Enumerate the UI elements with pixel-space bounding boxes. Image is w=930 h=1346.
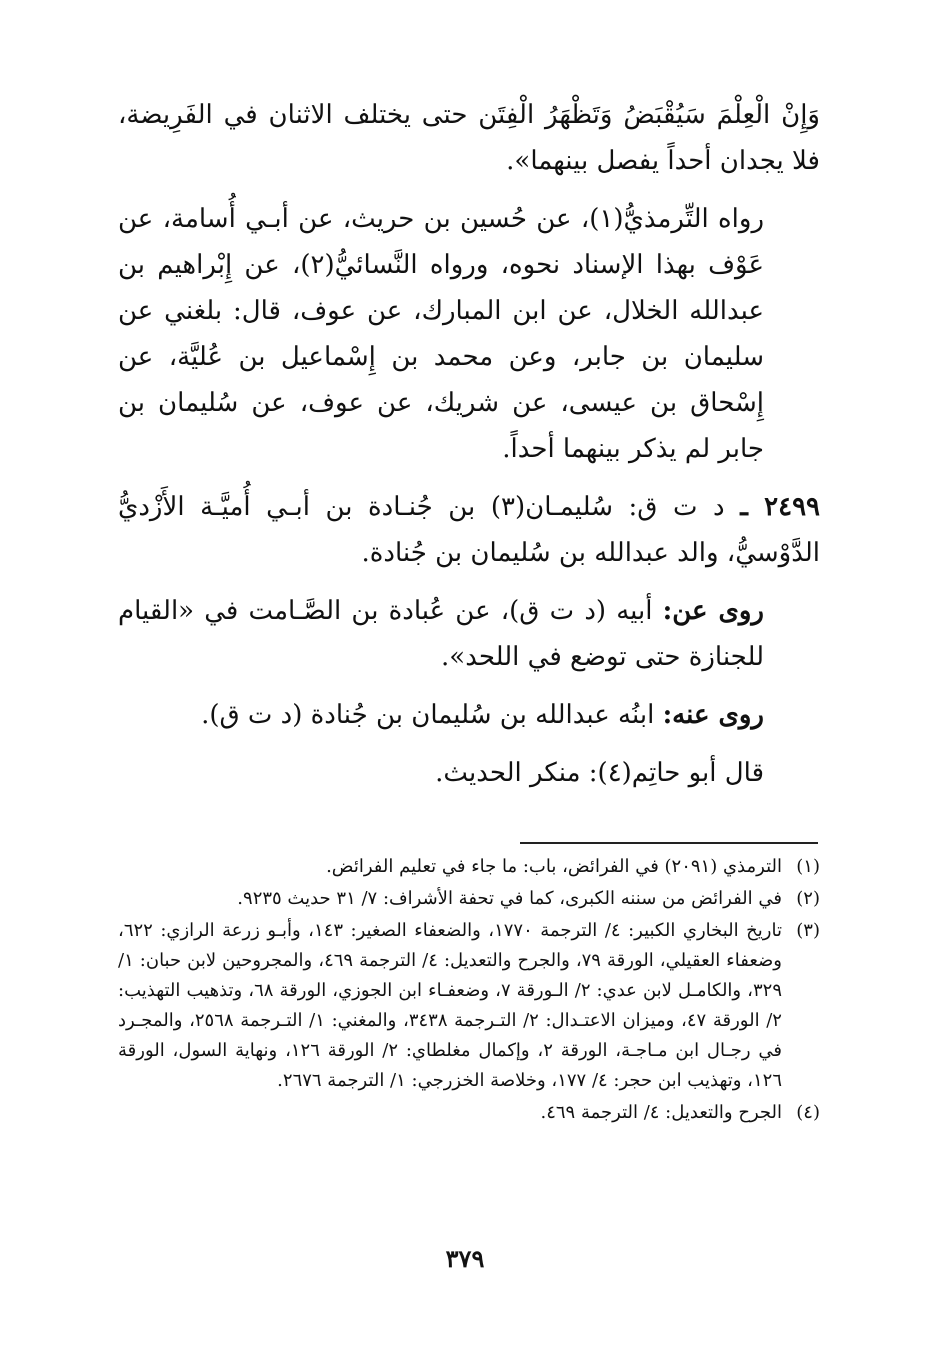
page-number: ٣٧٩ <box>445 1244 485 1273</box>
footnote-text: تاريخ البخاري الكبير: ٤/ الترجمة ١٧٧٠، والضعفاء الصغير: ١٤٣، وأبـو زرعة الرازي: ٦٢٢، وضعفاء العقيلي، الورقة ٧٩، والجرح والتعديل: ٤/ الترجمة ٤٦٩، والمجروحين لابن حبان: ١/ ٣٢٩، والكامـل لابن عدي: ٢/ الـورقة ٧، وضعفـاء ابن الجوزي، الورقة ٦٨، وتذهيب التهذيب: ٢/ الورقة ٤٧، وميزان الاعتـدال: ٢/ التـرجمة ٣٤٣٨، والمغني: ١/ التـرجمة ٢٥٦٨، والمجـرد في رجـال ابن مـاجـة، الورقة ٢، وإكمال مغلطاي: ٢/ الورقة ١٢٦، ونهاية السول، الورقة ١٢٦، وتهذيب ابن حجر: ٤/ ١٧٧، وخلاصة الخزرجي: ١/ الترجمة ٢٦٧٦. <box>118 920 783 1091</box>
footnote-number: (١) <box>796 856 820 877</box>
narrated-from-text: أبيه (د ت ق)، عن عُبادة بن الصَّـامت في «القيام للجنازة حتى توضع في اللحد». <box>118 596 764 672</box>
entry-text: د ت ق: سُليمـان(٣) بن جُنـادة بن أبـي أُميَّـة الأَزْديُّ الدَّوْسيُّ، والد عبدالله بن سُليمان بن جُنادة. <box>118 492 820 568</box>
footnote-text: الترمذي (٢٠٩١) في الفرائض، باب: ما جاء في تعليم الفرائض. <box>326 856 782 877</box>
narrated-by <box>118 692 820 738</box>
footnotes <box>118 852 820 1130</box>
footnote <box>118 916 820 1096</box>
hadith-continuation: وَإِنْ الْعِلْمَ سَيُقْبَضُ وَتَظْهَرُ الْفِتَن حتى يختلف الاثنان في الفَرِيضة، فلا يجدان أحداً يفصل بينهما». <box>118 100 820 176</box>
main-text <box>118 92 820 796</box>
footnote-text: الجرح والتعديل: ٤/ الترجمة ٤٦٩. <box>540 1102 782 1123</box>
narrated-by-label: روى عنه: <box>662 700 764 730</box>
entry-number: ٢٤٩٩ ـ <box>740 492 821 522</box>
entry-heading <box>118 484 820 576</box>
narration-paragraph: رواه التِّرمذيُّ(١)، عن حُسين بن حريث، عن أبـي أُسامة، عن عَوْف بهذا الإسناد نحوه، ورواه النَّسائيُّ(٢)، عن إِبْراهيم بن عبدالله الخلال، عن ابن المبارك، عن عوف، قال: بلغني عن سليمان بن جابر، وعن محمد بن إِسْماعيل بن عُليَّة، عن إِسْحاق بن عيسى، عن شريك، عن عوف، عن سُليمان بن جابر لم يذكر بينهما أحداً. <box>118 204 764 464</box>
footnote-number: (٢) <box>796 888 820 909</box>
narrated-from-label: روى عن: <box>662 596 764 626</box>
footnote <box>118 1098 820 1128</box>
narrated-by-text: ابنُه عبدالله بن سُليمان بن جُنادة (د ت ق). <box>201 700 655 730</box>
footnote <box>118 852 820 882</box>
footnote-text: في الفرائض من سننه الكبرى، كما في تحفة الأشراف: ٧/ ٣١ حديث ٩٢٣٥. <box>237 888 782 909</box>
abu-hatim-statement: قال أبو حاتِم(٤): منكر الحديث. <box>435 758 764 788</box>
footnote-number: (٤) <box>796 1102 820 1123</box>
footnote-number: (٣) <box>796 920 820 941</box>
footnote <box>118 884 820 914</box>
footnote-divider <box>520 842 818 844</box>
narrated-from <box>118 588 820 680</box>
